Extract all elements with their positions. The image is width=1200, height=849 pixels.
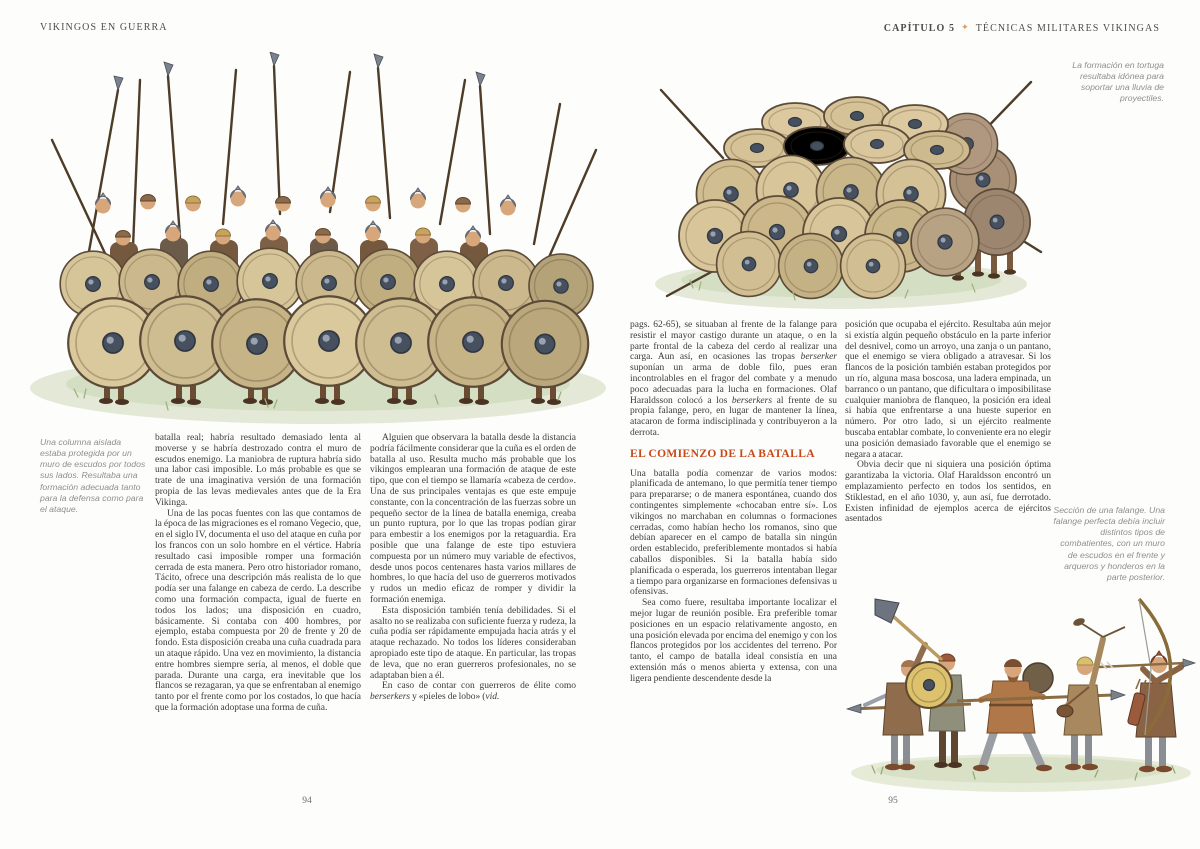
paragraph: batalla real; habría resultado demasiado lenta al moverse y se habría destrozado contra el muro de escudos enemigo. La maniobra de ruptura habría sido una labor casi imposible. Lo más probable es que se trate de una imaginativa versión de una formación propia de las levas medievales antes que de la Era Vikinga.: [155, 433, 361, 508]
tortoise-caption: La formación en tortuga resultaba idónea para soportar una lluvia de proyectiles.: [1072, 60, 1164, 104]
paragraph: Una de las pocas fuentes con las que contamos de la época de las migraciones es el romano Vegecio, que, en el siglo IV, documenta el uso del ataque en cuña por los francos con un solo hombre en el vértice. Habría resultado casi imposible romper una formación cerrada de esta manera. Pero otro historiador romano, Tácito, ofrece una descripción más realista de lo que podía ser una falange en cabeza de cerdo. La describe como una formación compacta, igual de fuerte en todos los lados; una disposición en cuadro, básicamente. Si contaba con 400 hombres, por ejemplo, estaba compuesta por 20 de frente y 20 de fondo. Esta disposición creaba una cuña cuadrada para un ataque rápido. Una vez en movimiento, la distancia entre hombres siempre sería, al menos, el doble que parada. Durante una carga, era inevitable que los flancos se rezagaran, ya que se enfrentaban al enemigo tanto por el frente como por los costados, lo que hacía que la formación adoptase una forma de cuña.: [155, 508, 361, 713]
shield-wall-column-illustration: [18, 52, 618, 432]
paragraph: pags. 62-65), se situaban al frente de la falange para resistir el mayor castigo durante un ataque, o en la parte frontal de la cabeza del cerdo al realizar una carga. Aun así, en ocasiones las tropas berserker suponían un arma de doble filo, pues eran incontrolables en el fragor del combate y a menudo poco adecuadas para la lucha en formaciones. Olaf Haraldsson colocó a los berserkers al frente de su propia falange, pero, en lugar de mantener la línea, atacaron de forma indisciplinada y contribuyeron a la derrota.: [630, 320, 837, 438]
right-page-column-2: [845, 320, 1051, 525]
right-page-column-1: [630, 320, 837, 685]
tortoise-formation-illustration: [645, 60, 1045, 318]
chapter-title: TÉCNICAS MILITARES VIKINGAS: [975, 23, 1160, 34]
diamond-icon: ✦: [961, 22, 970, 32]
paragraph: En caso de contar con guerreros de élite como berserkers y «pieles de lobo» (vid.: [370, 681, 576, 703]
left-page-column-2: [370, 433, 576, 703]
paragraph: Esta disposición también tenía debilidades. Si el asalto no se realizaba con suficiente fuerza y rudeza, la cuña podía ser rápidamente empujada hacia atrás y el ataque rechazado. No todos los líderes consideraban apropiado este tipo de ataque. En particular, las tropas de leva, que no eran guerreros profesionales, no se adaptaban bien a él.: [370, 605, 576, 681]
paragraph: Sea como fuere, resultaba importante localizar el mejor lugar de reunión posible. Era preferible tomar posiciones en un espacio relativamente angosto, en una posición elevada por encima del enemigo y con los flancos protegidos por los accidentes del terreno. Por tanto, el campo de batalla ideal consistía en una extensión más o menos abierta y extensa, con una ligera pendiente descendente desde la: [630, 598, 837, 684]
chapter-label: CAPÍTULO 5: [883, 23, 956, 34]
page-number-right: 95: [888, 796, 898, 806]
paragraph: Obvia decir que ni siquiera una posición óptima garantizaba la victoria. Olaf Haraldsson encontró un emplazamiento perfecto en todos los sentidos, en Stiklestad, en el año 1030, y, aun así, fue derrotado. Existen infinidad de ejemplos acerca de ejércitos asentados: [845, 460, 1051, 525]
paragraph: Alguien que observara la batalla desde la distancia podría fácilmente considerar que la cuña es el orden de batalla al uso. Resulta mucho más probable que los vikingos emplearan una formación de ataque de este tipo, que con el tiempo se llamaría «cabeza de cerdo». Una de sus principales ventajas es que este empuje constante, con la concentración de las fuerzas sobre un pequeño sector de la línea de batalla enemiga, creaba un punto ruptura, por lo que las tropas podían girar para embestir a los enemigos por la retaguardia. Era posible que una falange de este tipo estuviera compuesta por un número muy variable de efectivos, desde unos pocos centenares hasta varios millares de hombres, lo que hacía del uso de guerreros motivados y rudos un medio eficaz de romper y dividir la formación enemiga.: [370, 433, 576, 605]
paragraph: Una batalla podía comenzar de varios modos: planificada de antemano, lo que permitía tener tiempo para prepararse; o de manera espontánea, cuando dos contingentes simplemente «chocaban entre sí». Los vikingos no marchaban en columnas o formaciones cerradas, como habían hecho los romanos, sino que debían aparecer en el campo de batalla sin ningún orden establecido, preferiblemente montados si había caballos disponibles. Si la batalla había sido planificada o esperada, los guerreros intentaban llegar a tiempo para organizarse en formaciones defensivas u ofensivas.: [630, 468, 837, 598]
paragraph: posición que ocupaba el ejército. Resultaba aún mejor si existía algún pequeño obstáculo en la parte inferior del desnivel, como un arroyo, una zanja o un pantano, que el enemigo se viera obligado a atravesar. Si los flancos de la posición también estaban protegidos por un río, alguna masa boscosa, una ladera empinada, un barranco o un pantano, que dificultara o imposibilitase cualquier maniobra de flanqueo, la posición era ideal si había que enfrentarse a una hueste superior en número. Por otro lado, si un ejército realmente buscaba entablar combate, lo conveniente era no elegir una posición demasiado favorable que el enemigo se negara a atacar.: [845, 320, 1051, 460]
left-page-column-1: [155, 433, 361, 714]
page-number-left: 94: [302, 796, 312, 806]
running-head-left: VIKINGOS EN GUERRA: [40, 22, 168, 33]
shield-wall-caption: Una columna aislada estaba protegida por un muro de escudos por todos sus lados. Resultaba una formación adecuada tanto para la defensa como para el ataque.: [40, 437, 146, 514]
running-head-right: [884, 22, 1160, 34]
section-heading: EL COMIENZO DE LA BATALLA: [630, 447, 815, 460]
falange-caption: Sección de una falange. Una falange perfecta debía incluir distintos tipos de combatientes, con un muro de escudos en el frente y arqueros y honderos en la parte posterior.: [1053, 505, 1165, 582]
falange-warriors-illustration: [845, 583, 1200, 798]
